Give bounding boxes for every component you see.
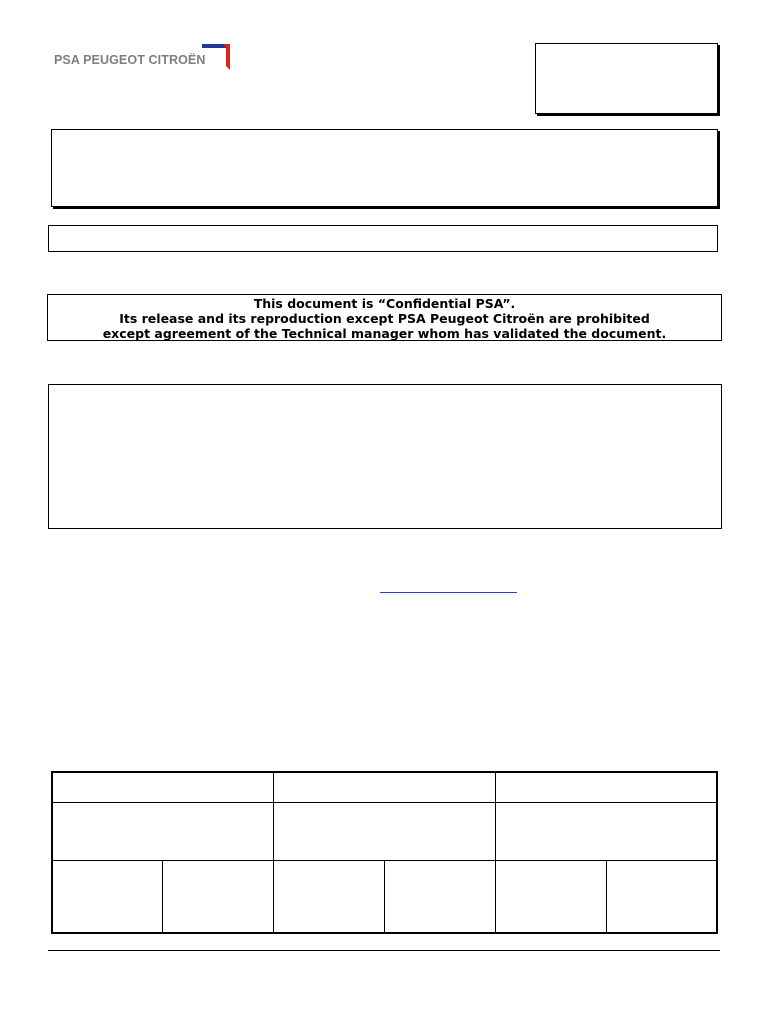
document-reference-box	[535, 43, 718, 114]
table-cell	[52, 861, 163, 934]
logo-mark-icon	[202, 42, 232, 72]
table-cell	[52, 803, 274, 861]
footer-divider	[48, 950, 720, 951]
confidential-line-3: except agreement of the Technical manager whom has validated the document.	[102, 326, 667, 341]
table-row	[52, 861, 717, 934]
table-cell	[274, 803, 496, 861]
table-row	[52, 803, 717, 861]
logo-text: PSA PEUGEOT CITROËN	[54, 53, 206, 67]
table-cell	[495, 861, 606, 934]
table-cell	[606, 861, 717, 934]
document-title-box	[51, 129, 718, 207]
confidential-line-1: This document is “Confidential PSA”.	[253, 296, 516, 311]
table-cell	[495, 772, 717, 803]
signature-table	[51, 771, 718, 934]
table-cell	[52, 772, 274, 803]
table-row	[52, 772, 717, 803]
document-summary-box	[48, 384, 722, 529]
table-cell	[274, 772, 496, 803]
table-cell	[274, 861, 385, 934]
table-cell	[163, 861, 274, 934]
confidential-line-2: Its release and its reproduction except PSA Peugeot Citroën are prohibited	[119, 311, 650, 326]
table-cell	[384, 861, 495, 934]
psa-logo	[54, 42, 234, 72]
document-subtitle-box	[48, 225, 718, 252]
hyperlink-underline[interactable]	[380, 592, 517, 593]
table-cell	[495, 803, 717, 861]
confidentiality-notice	[47, 294, 722, 341]
